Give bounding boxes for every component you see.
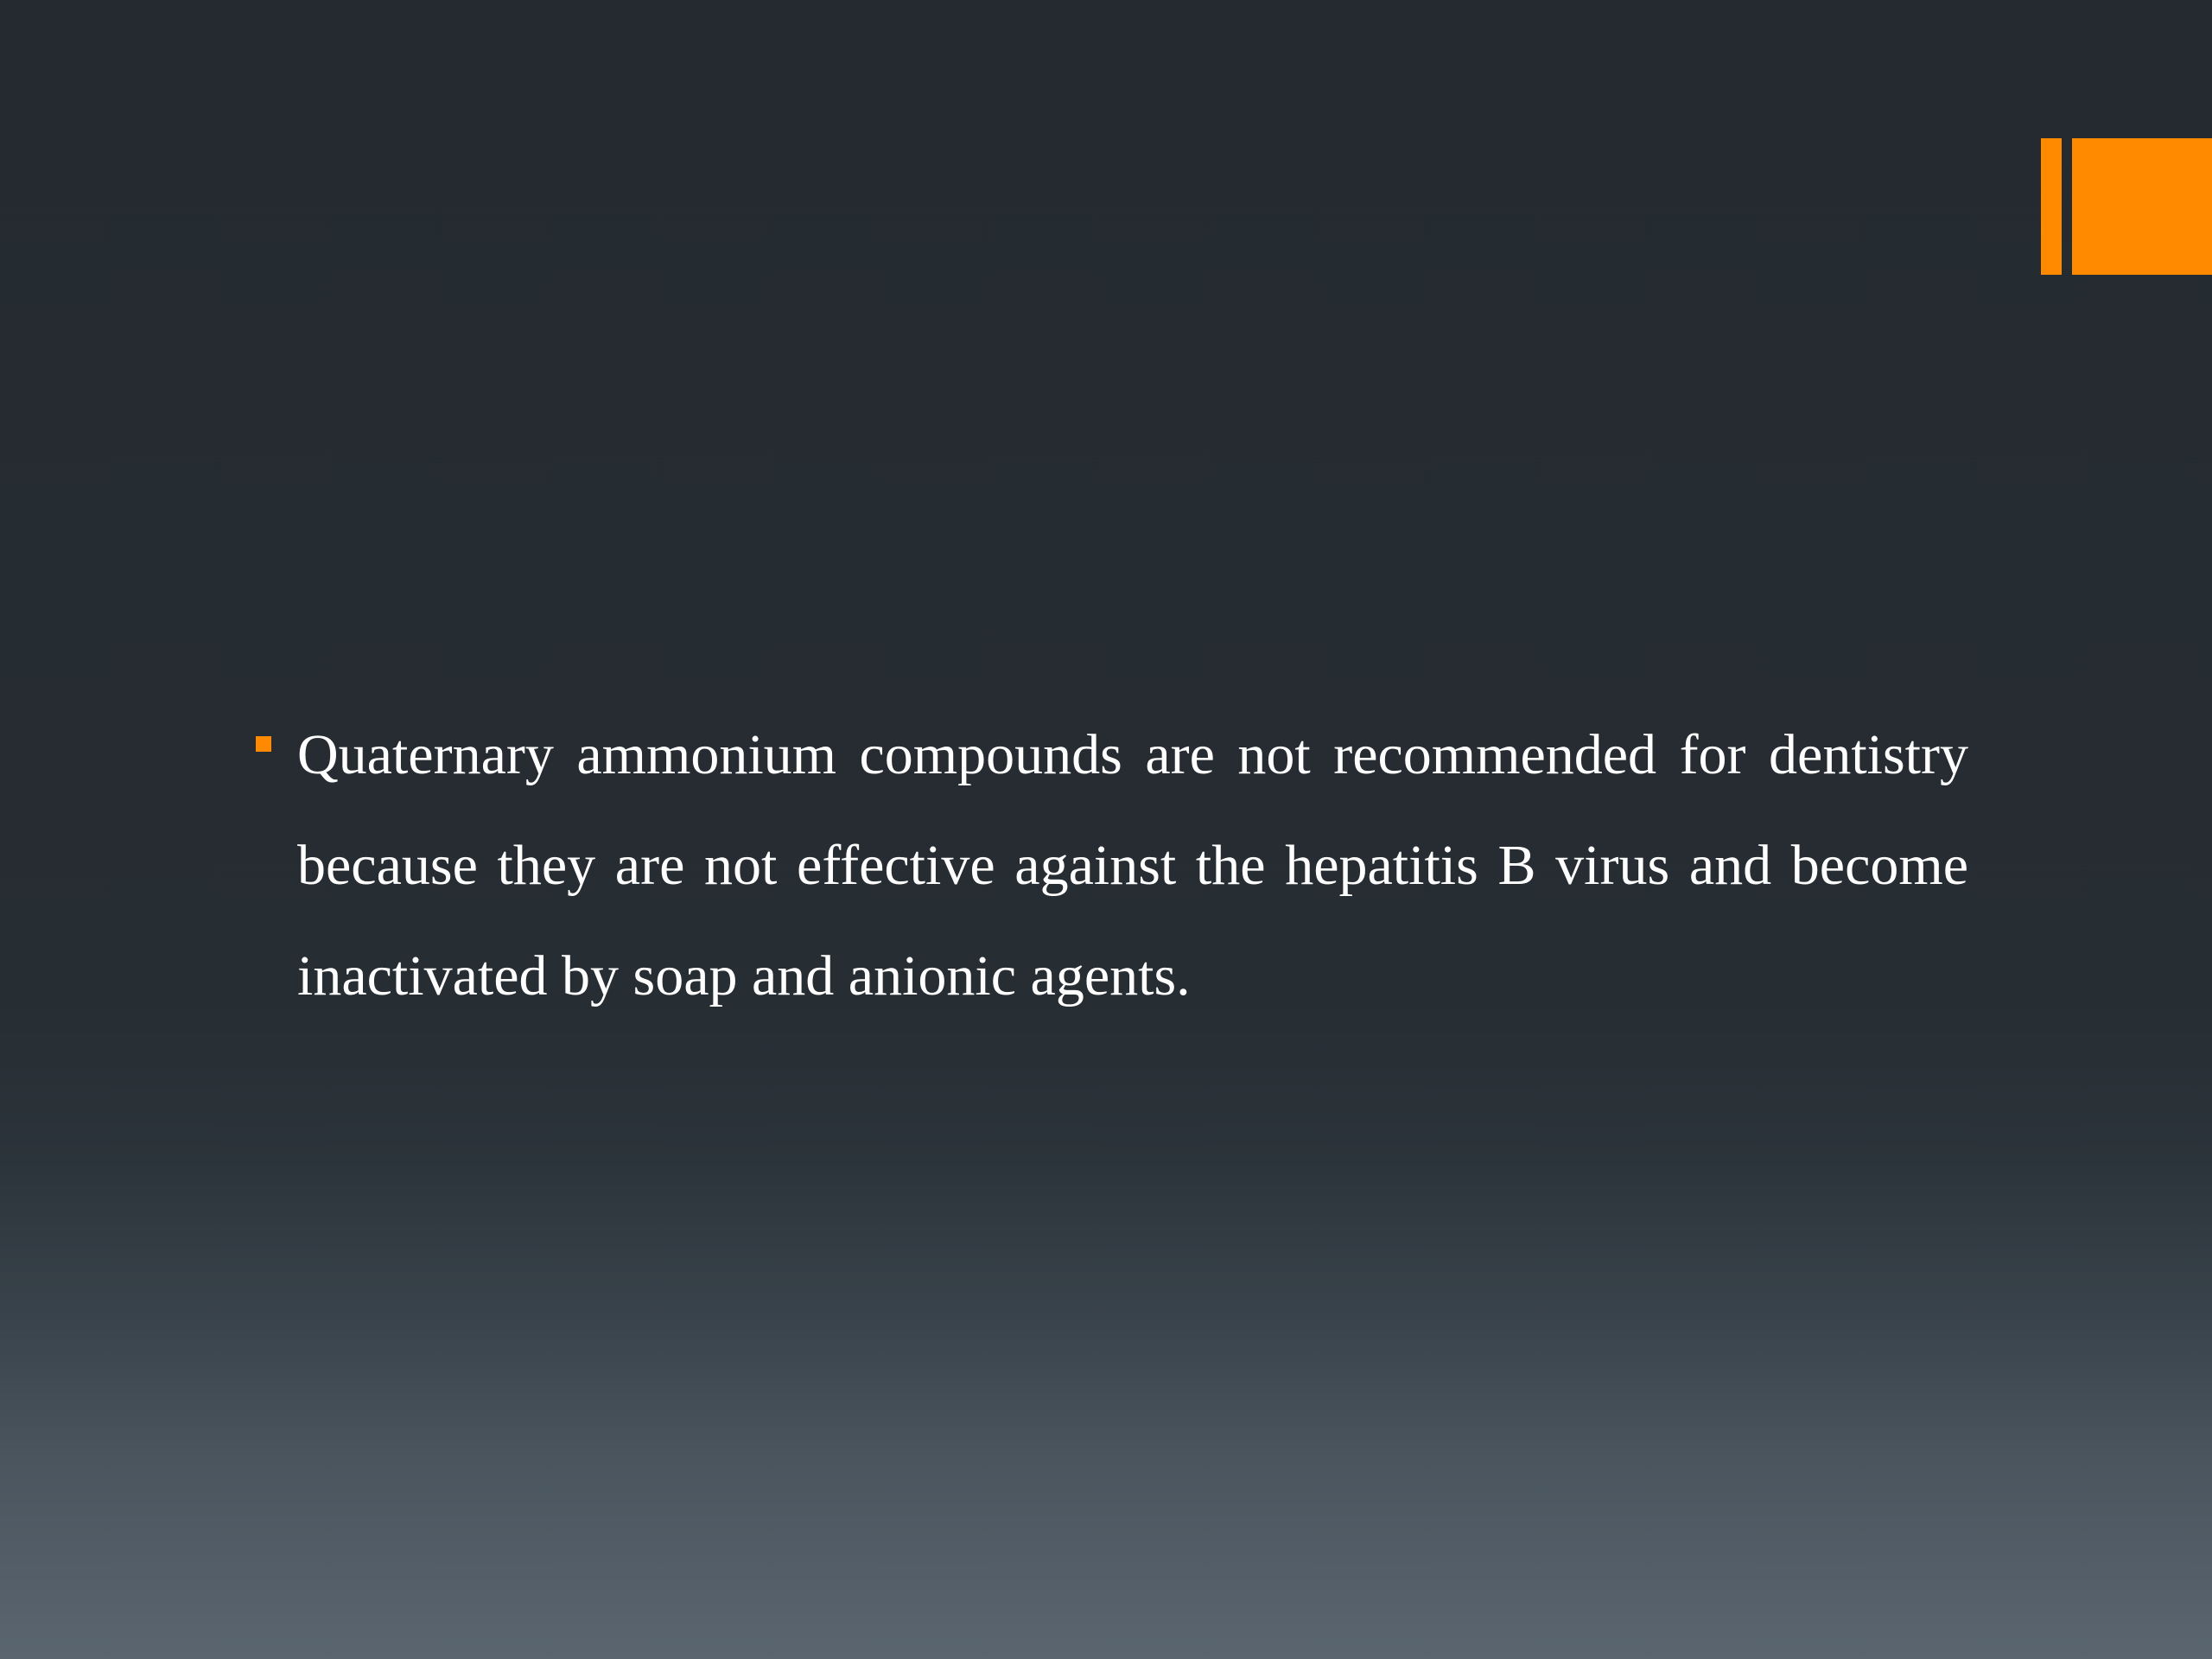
accent-bar-thin (2041, 138, 2062, 275)
square-bullet-icon (256, 736, 271, 752)
accent-bar-block (2072, 138, 2212, 275)
bullet-item (256, 700, 1968, 1032)
bullet-text: Quaternary ammonium compounds are not recommended for dentistry because they are not effective against the hepatitis B virus and become inactivated by soap and anionic agents. (297, 723, 1968, 1007)
slide-content (256, 700, 1968, 1032)
